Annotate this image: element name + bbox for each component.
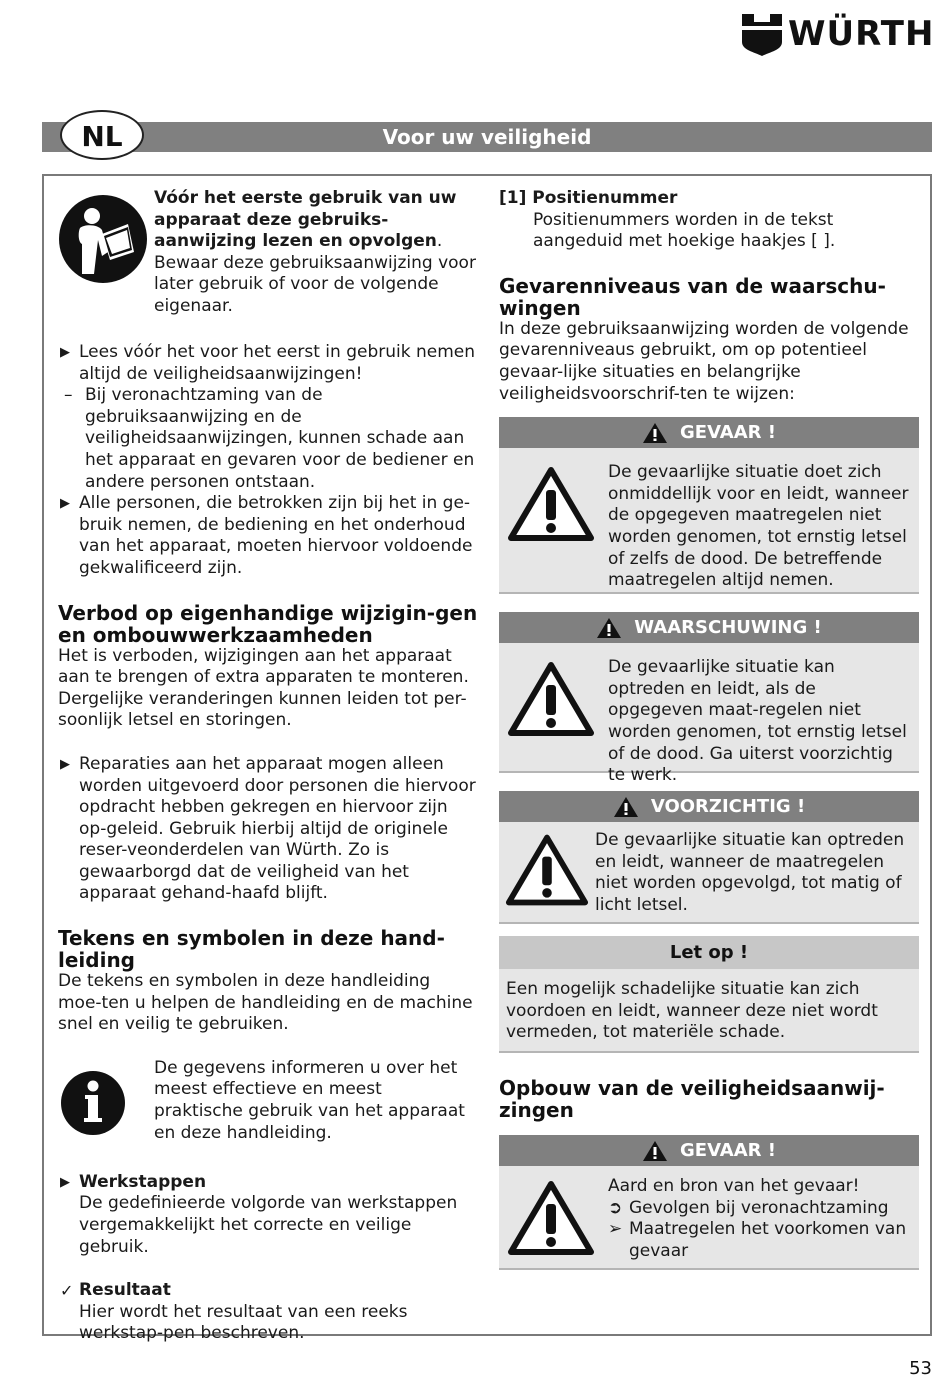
dash-text: Bij veronachtzaming van de gebruiksaanwijzing en de veiligheidsaanwijzingen, kunnen schade aan het apparaat en gevaren voor de bediener en andere personen ontstaan. [85, 385, 475, 492]
danger-structure-body [499, 1166, 919, 1270]
structure-line-hazard: Aard en bron van het gevaar! [608, 1176, 860, 1197]
danger-label: GEVAAR ! [680, 422, 776, 444]
measure-arrow-icon: ➢ [608, 1219, 623, 1240]
bullet-text: Lees vóór het voor het eerst in gebruik nemen altijd de veiligheidsaanwijzingen! [79, 342, 476, 384]
danger-box [499, 417, 919, 594]
heading-opbouw: Opbouw van de veiligheidsaanwij-zingen [499, 1076, 885, 1123]
danger-text: De gevaarlijke situatie doet zich onmiddellijk voor en leidt, wanneer de opgegeven maatregelen niet worden genomen, tot ernstig letsel of zelfs de dood. De betreffende maatregelen altijd nemen. [608, 462, 909, 591]
warning-triangle-icon [596, 617, 622, 639]
wurth-logo-mark-icon [740, 12, 784, 56]
warning-triangle-icon [613, 796, 639, 818]
heading-tekens: Tekens en symbolen in deze hand-leiding [58, 926, 445, 973]
caution-text: De gevaarlijke situatie kan optreden en leidt, wanneer de maatregelen niet worden opgevolgd, tot matig of licht letsel. [595, 830, 905, 915]
danger-body [499, 448, 919, 594]
danger-structure-label: GEVAAR ! [680, 1140, 776, 1162]
heading-gevaren: Gevarenniveaus van de waarschu-wingen [499, 273, 886, 320]
notice-text: Een mogelijk schadelijke situatie kan zich voordoen en leidt, wanneer deze niet wordt vermeden, tot materiële schade. [506, 979, 878, 1043]
caution-label: VOORZICHTIG ! [650, 796, 806, 818]
bullet-text: Alle personen, die betrokken zijn bij het in ge-bruik nemen, de bediening en het onderhoud van het apparaat, moeten hiervoor voldoende gekwalificeerd zijn. [79, 493, 473, 578]
caution-box [499, 791, 919, 924]
list-item [58, 385, 478, 493]
warning-body [499, 643, 919, 786]
left-column [58, 188, 478, 1345]
info-text: De gegevens informeren u over het meest effectieve en meest praktische gebruik van het apparaat en deze handleiding. [154, 1057, 465, 1143]
bullet-text: Reparaties aan het apparaat mogen alleen worden uitgevoerd door personen die hiervoor opdracht hebben gekregen en hiervoor zijn op-geleid. Gebruik hierbij altijd de originele reser-veonderdelen van Würth. Zo is gewaarborgd dat de veiligheid van het apparaat gehand-haafd blijft. [79, 753, 476, 904]
resultaat-title: Resultaat [79, 1280, 171, 1301]
intro-rest-text: . Bewaar deze gebruiksaanwijzing voor later gebruik of voor de volgende eigenaar. [154, 231, 476, 316]
warning-triangle-icon [642, 422, 668, 444]
info-icon [60, 1070, 126, 1136]
check-icon: ✓ [60, 1281, 74, 1301]
werkstappen-title: Werkstappen [79, 1171, 207, 1192]
caution-header [499, 791, 919, 822]
danger-structure-header [499, 1135, 919, 1166]
language-badge: NL [60, 110, 144, 160]
manual-reading-icon [58, 194, 148, 284]
logo-text: WÜRTH [788, 14, 935, 54]
warning-box [499, 612, 919, 786]
intro-bold-text: Vóór het eerste gebruik van uw apparaat deze gebruiks-aanwijzing lezen en opvolgen [154, 188, 457, 252]
danger-header [499, 417, 919, 448]
structure-line-consequence: Gevolgen bij veronachtzaming [629, 1197, 889, 1218]
paragraph-tekens: De tekens en symbolen in deze handleiding moe-ten u helpen de handleiding en de machine snel en veilig te gebruiken. [58, 971, 473, 1035]
notice-header: Let op ! [499, 936, 919, 969]
warning-triangle-icon [507, 1180, 595, 1256]
wurth-logo [740, 12, 935, 57]
list-item [58, 754, 478, 905]
danger-structure-box [499, 1135, 919, 1270]
werkstappen-text: De gedefinieerde volgorde van werkstappen vergemakkelijkt het correcte en veilige gebruik. [79, 1193, 458, 1257]
warning-triangle-icon [505, 832, 589, 908]
resultaat-text: Hier wordt het resultaat van een reeks werkstap-pen beschreven. [79, 1301, 408, 1344]
list-item [58, 493, 478, 579]
list-item [58, 342, 478, 385]
warning-triangle-icon [642, 1140, 668, 1162]
consequence-arrow-icon: ➲ [608, 1197, 623, 1218]
warning-text: De gevaarlijke situatie kan optreden en leidt, als de opgegeven maat-regelen niet worden genomen, tot ernstig letsel of de dood. Ga uiterst voorzichtig te werk. [608, 657, 907, 786]
right-column [499, 188, 919, 1270]
list-item [58, 1172, 478, 1258]
list-item [58, 1280, 478, 1345]
section-header [42, 122, 932, 152]
arrow-bullet-icon: ▶ [60, 496, 70, 512]
dash-bullet-icon: – [64, 385, 73, 406]
list-item [608, 1198, 913, 1220]
heading-verbod: Verbod op eigenhandige wijzigin-gen en ombouwwerkzaamheden [58, 600, 478, 647]
intro-block [58, 188, 478, 324]
caution-body [499, 822, 919, 924]
section-title: Voor uw veiligheid [382, 125, 592, 149]
arrow-bullet-icon: ▶ [60, 345, 70, 360]
position-number-title: [1] Positienummer [499, 188, 678, 208]
warning-triangle-icon [507, 661, 595, 737]
warning-label: WAARSCHUWING ! [634, 617, 822, 639]
notice-box [499, 936, 919, 1053]
paragraph-verbod: Het is verboden, wijzigingen aan het apparaat aan te brengen of extra apparaten te monteren. Dergelijke veranderingen kunnen leiden tot per-soonlijk letsel en storingen. [58, 645, 469, 731]
notice-body [499, 969, 919, 1053]
arrow-bullet-icon: ▶ [60, 1174, 70, 1190]
structure-line-measure: Maatregelen het voorkomen van gevaar [629, 1219, 907, 1261]
warning-header [499, 612, 919, 643]
warning-triangle-icon [507, 466, 595, 542]
page-number: 53 [909, 1358, 932, 1379]
list-item [608, 1219, 913, 1262]
paragraph-gevaren: In deze gebruiksaanwijzing worden de volgende gevarenniveaus gebruikt, om op potentieel gevaar-lijke situaties en belangrijke veiligheidsvoorschrif-ten te wijzen: [499, 318, 909, 404]
position-number-text: Positienummers worden in de tekst aangeduid met hoekige haakjes [ ]. [533, 209, 836, 252]
info-block [58, 1058, 478, 1164]
arrow-bullet-icon: ▶ [60, 756, 70, 772]
